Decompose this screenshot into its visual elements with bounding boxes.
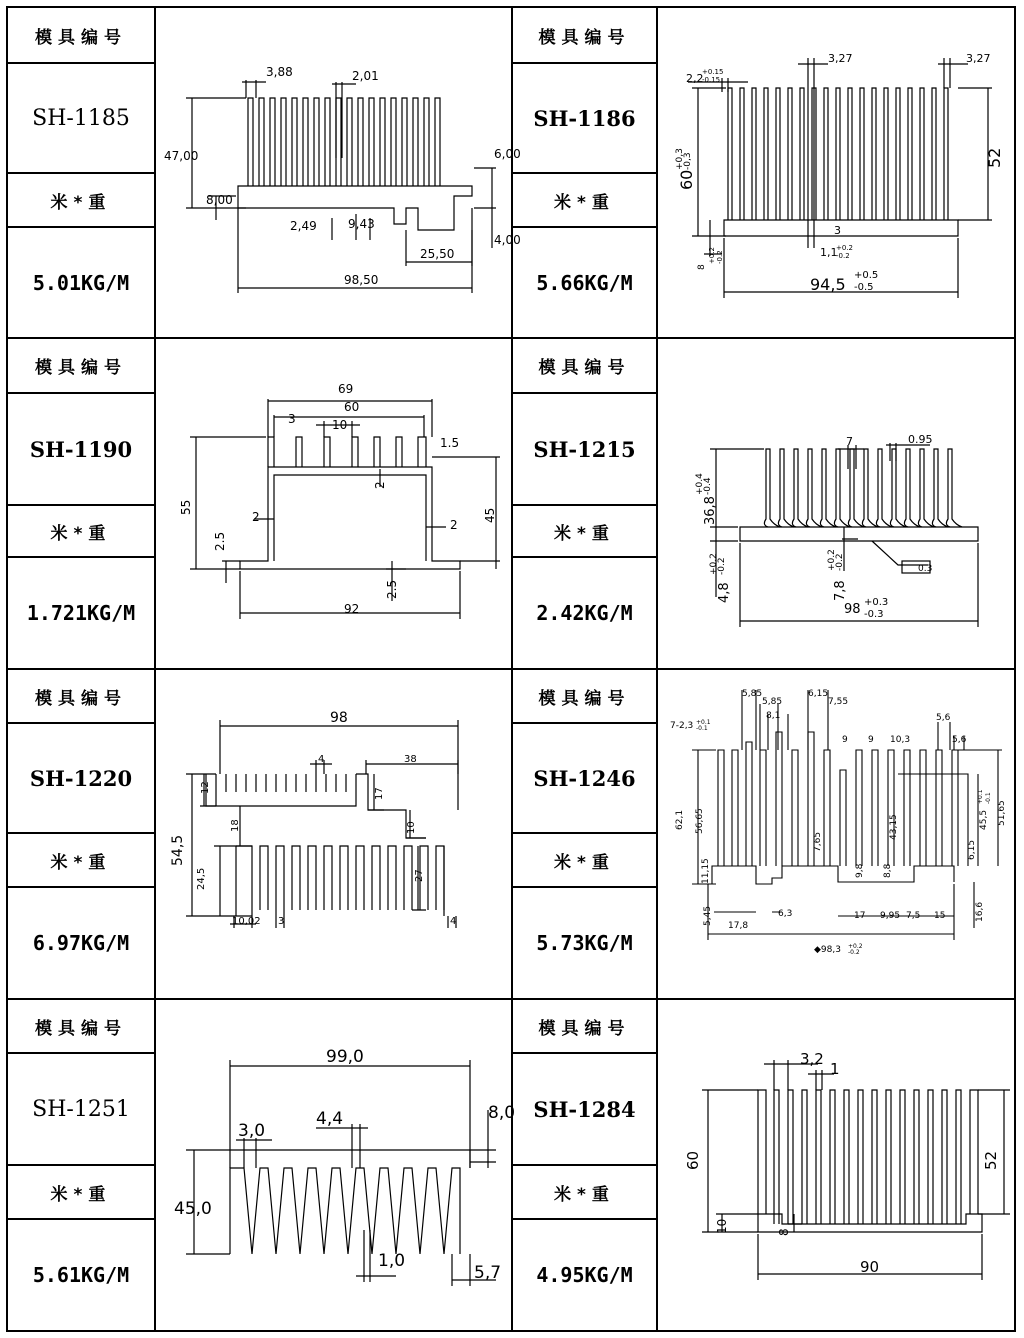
mold-number-label: 模具编号 bbox=[538, 1018, 631, 1039]
svg-text:7,8: 7,8 bbox=[833, 580, 848, 601]
profile-drawing-sh-1215 bbox=[658, 339, 1014, 668]
svg-text:27: 27 bbox=[414, 869, 425, 882]
svg-text:10: 10 bbox=[332, 418, 348, 432]
svg-text:4,4: 4,4 bbox=[316, 1109, 344, 1129]
svg-text:7-2,3: 7-2,3 bbox=[670, 721, 694, 731]
svg-text:98: 98 bbox=[330, 710, 348, 726]
svg-text:1: 1 bbox=[830, 1060, 840, 1078]
mold-number-label: 模具编号 bbox=[35, 688, 127, 709]
svg-text:55: 55 bbox=[179, 499, 193, 515]
svg-text:5,85: 5,85 bbox=[762, 697, 783, 707]
svg-text:9,95: 9,95 bbox=[880, 911, 901, 921]
svg-text:5,6: 5,6 bbox=[952, 735, 967, 745]
svg-text:51,65: 51,65 bbox=[997, 800, 1007, 826]
svg-text:10: 10 bbox=[406, 821, 417, 834]
svg-text:+0.5: +0.5 bbox=[854, 270, 879, 281]
svg-text:43,15: 43,15 bbox=[889, 814, 899, 840]
part-code: SH-1215 bbox=[533, 436, 636, 462]
mold-number-label: 模具编号 bbox=[538, 358, 631, 378]
svg-text:45,5: 45,5 bbox=[979, 809, 989, 830]
part-weight: 2.42KG/M bbox=[536, 601, 633, 625]
svg-text:5,7: 5,7 bbox=[474, 1263, 502, 1283]
svg-text:36,8: 36,8 bbox=[703, 496, 718, 525]
svg-text:1.5: 1.5 bbox=[440, 436, 460, 450]
svg-text:2,01: 2,01 bbox=[352, 69, 379, 83]
svg-text:17: 17 bbox=[854, 911, 866, 921]
svg-text:52: 52 bbox=[982, 1150, 1000, 1170]
svg-text:4,8: 4,8 bbox=[717, 582, 732, 603]
svg-text:15: 15 bbox=[934, 911, 946, 921]
mold-number-label: 模具编号 bbox=[35, 27, 127, 48]
svg-text:98,50: 98,50 bbox=[344, 273, 379, 287]
svg-text:8,00: 8,00 bbox=[206, 193, 233, 207]
svg-text:47,00: 47,00 bbox=[164, 149, 199, 163]
profile-drawing-sh-1284 bbox=[658, 1000, 1014, 1330]
part-weight: 5.01KG/M bbox=[32, 270, 130, 295]
svg-text:+0.1: +0.1 bbox=[977, 789, 984, 804]
svg-text:7,55: 7,55 bbox=[828, 697, 849, 707]
svg-text:-0.2: -0.2 bbox=[848, 949, 860, 956]
svg-text:45: 45 bbox=[483, 507, 497, 523]
svg-text:6,00: 6,00 bbox=[494, 147, 521, 161]
svg-text:0.95: 0.95 bbox=[908, 433, 933, 446]
svg-text:6,15: 6,15 bbox=[967, 839, 977, 860]
part-code: SH-1246 bbox=[533, 765, 636, 791]
svg-text:7,65: 7,65 bbox=[813, 831, 823, 852]
profile-drawing-sh-1246 bbox=[658, 670, 1014, 998]
svg-text:99,0: 99,0 bbox=[326, 1047, 364, 1067]
profile-drawing-sh-1251 bbox=[156, 1000, 516, 1330]
svg-text:7,5: 7,5 bbox=[906, 911, 921, 921]
svg-text:25,50: 25,50 bbox=[420, 247, 455, 261]
svg-text:5,45: 5,45 bbox=[703, 905, 713, 926]
mold-number-label: 模具编号 bbox=[35, 358, 127, 378]
svg-text:-0.5: -0.5 bbox=[854, 282, 874, 293]
svg-text:+0,3: +0,3 bbox=[675, 148, 685, 170]
svg-text:2,2: 2,2 bbox=[686, 72, 704, 85]
svg-text:2.5: 2.5 bbox=[213, 531, 227, 551]
mold-number-label: 模具编号 bbox=[35, 1018, 127, 1039]
svg-text:2: 2 bbox=[252, 510, 260, 524]
weight-per-meter-label: 米*重 bbox=[554, 192, 615, 213]
profile-drawing-sh-1185 bbox=[156, 8, 521, 337]
profile-drawing-sh-1190 bbox=[156, 339, 511, 668]
svg-text:-0.2: -0.2 bbox=[835, 553, 845, 571]
svg-text:54,5: 54,5 bbox=[170, 834, 186, 866]
svg-text:8: 8 bbox=[777, 1228, 791, 1236]
svg-text:16,6: 16,6 bbox=[975, 901, 985, 922]
part-code: SH-1190 bbox=[29, 436, 133, 462]
svg-text:3,2: 3,2 bbox=[800, 1050, 824, 1068]
weight-per-meter-label: 米*重 bbox=[50, 852, 112, 873]
part-code: SH-1185 bbox=[32, 105, 130, 131]
svg-text:3,27: 3,27 bbox=[828, 52, 853, 65]
svg-text:9: 9 bbox=[842, 735, 848, 745]
svg-text:3,27: 3,27 bbox=[966, 52, 991, 65]
svg-text:2: 2 bbox=[450, 518, 458, 532]
svg-text:17: 17 bbox=[374, 787, 385, 800]
svg-text:60: 60 bbox=[344, 400, 360, 414]
weight-per-meter-label: 米*重 bbox=[554, 1184, 615, 1205]
part-weight: 6.97KG/M bbox=[32, 931, 130, 955]
svg-text:+0.1: +0.1 bbox=[696, 719, 711, 726]
svg-text:◆98,3: ◆98,3 bbox=[814, 945, 841, 955]
svg-text:8: 8 bbox=[697, 264, 707, 270]
part-code: SH-1284 bbox=[533, 1096, 636, 1122]
svg-text:-0,3: -0,3 bbox=[683, 152, 693, 170]
svg-text:8,1: 8,1 bbox=[766, 711, 781, 721]
svg-text:-0.2: -0.2 bbox=[716, 250, 724, 264]
svg-text:-0.15: -0.15 bbox=[702, 76, 721, 84]
profile-drawing-sh-1186 bbox=[658, 8, 1014, 337]
svg-text:+0.4: +0.4 bbox=[695, 473, 705, 495]
svg-text:94,5: 94,5 bbox=[810, 275, 846, 294]
svg-text:8,0: 8,0 bbox=[488, 1103, 516, 1123]
svg-text:5,6: 5,6 bbox=[936, 713, 951, 723]
mold-number-label: 模具编号 bbox=[538, 27, 631, 48]
svg-text:4: 4 bbox=[318, 754, 325, 765]
svg-text:3: 3 bbox=[288, 412, 296, 426]
weight-per-meter-label: 米*重 bbox=[554, 852, 615, 873]
svg-text:45,0: 45,0 bbox=[174, 1199, 212, 1219]
weight-per-meter-label: 米*重 bbox=[50, 523, 112, 544]
weight-per-meter-label: 米*重 bbox=[50, 1184, 112, 1205]
part-weight: 4.95KG/M bbox=[536, 1263, 633, 1287]
svg-text:56,65: 56,65 bbox=[695, 808, 705, 834]
svg-text:3,0: 3,0 bbox=[238, 1121, 266, 1141]
svg-text:4: 4 bbox=[450, 916, 457, 927]
svg-text:10: 10 bbox=[715, 1218, 729, 1234]
svg-text:-0.4: -0.4 bbox=[703, 477, 713, 495]
svg-text:+0.15: +0.15 bbox=[702, 68, 724, 76]
svg-text:-0.2: -0.2 bbox=[836, 252, 850, 260]
svg-text:10,3: 10,3 bbox=[890, 735, 911, 745]
svg-text:24,5: 24,5 bbox=[196, 867, 207, 890]
svg-text:10,02: 10,02 bbox=[232, 916, 261, 927]
svg-text:8,8: 8,8 bbox=[883, 863, 893, 878]
svg-text:1,1: 1,1 bbox=[820, 246, 838, 259]
svg-text:69: 69 bbox=[338, 382, 354, 396]
svg-text:17,8: 17,8 bbox=[728, 921, 749, 931]
svg-text:7: 7 bbox=[846, 435, 853, 448]
part-weight: 1.721KG/M bbox=[26, 601, 136, 625]
svg-text:+0.2: +0.2 bbox=[836, 244, 853, 252]
svg-text:11,15: 11,15 bbox=[701, 858, 711, 884]
svg-text:92: 92 bbox=[344, 602, 360, 616]
svg-text:3,88: 3,88 bbox=[266, 65, 293, 79]
svg-text:6,3: 6,3 bbox=[778, 909, 793, 919]
svg-text:38: 38 bbox=[404, 754, 417, 765]
part-weight: 5.73KG/M bbox=[536, 931, 633, 955]
svg-text:5,85: 5,85 bbox=[742, 689, 763, 699]
weight-per-meter-label: 米*重 bbox=[50, 192, 112, 213]
svg-text:98: 98 bbox=[844, 602, 861, 617]
svg-text:3: 3 bbox=[278, 916, 285, 927]
spec-sheet bbox=[6, 6, 1016, 1332]
svg-text:9,43: 9,43 bbox=[348, 217, 375, 231]
part-code: SH-1220 bbox=[29, 765, 133, 791]
svg-text:4,00: 4,00 bbox=[494, 233, 521, 247]
svg-text:18: 18 bbox=[230, 819, 241, 832]
svg-text:+0.3: +0.3 bbox=[864, 597, 889, 608]
svg-text:+0.2: +0.2 bbox=[827, 549, 837, 571]
svg-text:12: 12 bbox=[200, 781, 211, 794]
svg-text:2,49: 2,49 bbox=[290, 219, 317, 233]
svg-text:90: 90 bbox=[860, 1258, 880, 1276]
svg-text:2: 2 bbox=[373, 481, 387, 489]
svg-text:+0.2: +0.2 bbox=[848, 943, 863, 950]
svg-text:9,8: 9,8 bbox=[855, 863, 865, 878]
part-weight: 5.61KG/M bbox=[32, 1263, 130, 1287]
svg-text:60: 60 bbox=[684, 1150, 702, 1170]
part-code: SH-1251 bbox=[32, 1096, 130, 1122]
svg-text:60: 60 bbox=[677, 169, 696, 190]
svg-text:9: 9 bbox=[868, 735, 874, 745]
svg-text:-0.1: -0.1 bbox=[985, 792, 992, 804]
svg-text:0.3: 0.3 bbox=[918, 564, 933, 574]
svg-text:+0.2: +0.2 bbox=[709, 553, 719, 575]
profile-drawing-sh-1220 bbox=[156, 670, 511, 998]
svg-text:1,0: 1,0 bbox=[378, 1251, 406, 1271]
svg-text:3: 3 bbox=[834, 224, 841, 237]
part-code: SH-1186 bbox=[533, 105, 636, 131]
svg-text:6,15: 6,15 bbox=[808, 689, 829, 699]
svg-text:-0.1: -0.1 bbox=[696, 725, 708, 732]
mold-number-label: 模具编号 bbox=[538, 688, 631, 709]
part-weight: 5.66KG/M bbox=[536, 270, 633, 295]
weight-per-meter-label: 米*重 bbox=[554, 523, 615, 544]
svg-text:2.5: 2.5 bbox=[385, 579, 399, 599]
svg-text:+0.2: +0.2 bbox=[708, 247, 716, 264]
svg-text:-0.2: -0.2 bbox=[717, 557, 727, 575]
svg-text:52: 52 bbox=[985, 147, 1004, 168]
svg-text:62,1: 62,1 bbox=[675, 809, 685, 830]
svg-text:-0.3: -0.3 bbox=[864, 609, 884, 620]
